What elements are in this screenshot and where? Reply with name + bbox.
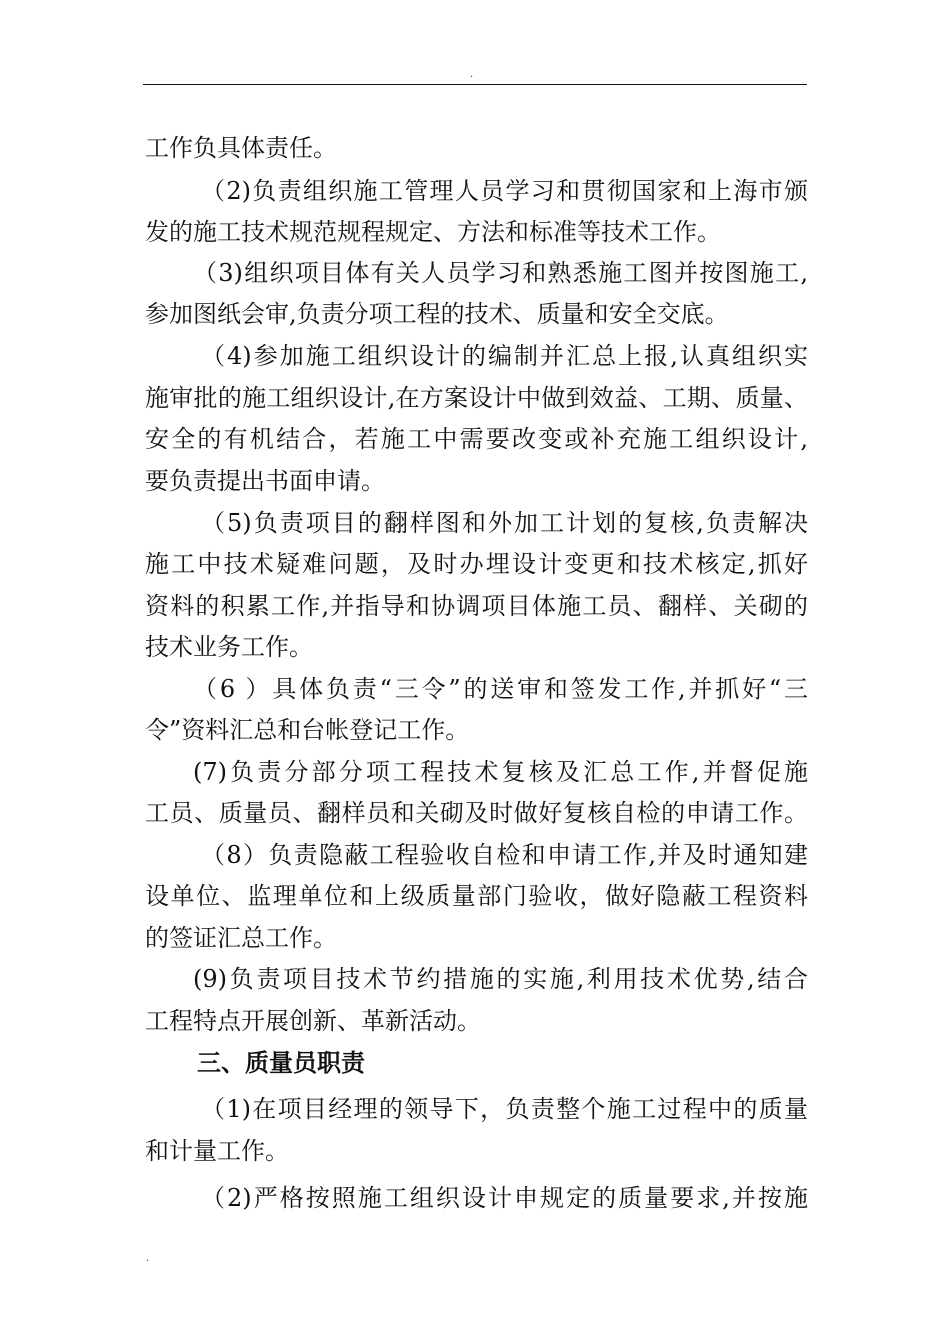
text-line: （1)在项目经理的领导下，负责整个施工过程中的质量 [201, 1095, 808, 1123]
text-line: (9)负责项目技术节约措施的实施,利用技术优势,结合 [193, 965, 808, 993]
text-line: 安全的有机结合，若施工中需要改变或补充施工组织设计, [145, 425, 808, 453]
text-line: （2)严格按照施工组织设计申规定的质量要求,并按施 [201, 1184, 808, 1212]
text-line: 的签证汇总工作。 [145, 924, 337, 952]
footer-mark: . [146, 1253, 150, 1264]
text-line: 工程特点开展创新、革新活动。 [145, 1007, 481, 1035]
header-rule [143, 84, 807, 85]
text-line: 令”资料汇总和台帐登记工作。 [145, 716, 470, 744]
text-line: (7)负责分部分项工程技术复核及汇总工作,并督促施 [193, 758, 808, 786]
text-line: 参加图纸会审,负责分项工程的技术、质量和安全交底。 [145, 300, 729, 328]
text-line: 资料的积累工作,并指导和协调项目体施工员、翻样、关砌的 [145, 592, 808, 620]
text-line: （4)参加施工组织设计的编制并汇总上报,认真组织实 [201, 342, 808, 370]
text-line: 施工中技术疑难问题，及时办埋设计变更和技术核定,抓好 [145, 550, 808, 578]
text-line: 发的施工技术规范规程规定、方法和标准等技术工作。 [145, 218, 721, 246]
text-line: 和计量工作。 [145, 1137, 289, 1165]
text-line: 要负责提出书面申请。 [145, 467, 385, 495]
text-line: （5)负责项目的翻样图和外加工计划的复核,负责解决 [201, 509, 808, 537]
text-line: （8）负责隐蔽工程验收自检和申请工作,并及时通知建 [201, 841, 808, 869]
text-line: （2)负责组织施工管理人员学习和贯彻国家和上海市颁 [201, 177, 808, 205]
section-heading: 三、质量员职责 [197, 1049, 365, 1077]
text-line: 技术业务工作。 [145, 633, 313, 661]
text-line: 工员、质量员、翻样员和关砌及时做好复核自检的申请工作。 [145, 799, 808, 827]
text-line: 施审批的施工组织设计,在方案设计中做到效益、工期、质量、 [145, 384, 808, 412]
text-line: （3)组织项目体有关人员学习和熟悉施工图并按图施工, [193, 259, 808, 287]
text-line: （6 ）具体负责“三令”的送审和签发工作,并抓好“三 [193, 675, 808, 703]
text-line: 工作负具体责任。 [145, 134, 337, 162]
header-mark: . [470, 69, 474, 80]
text-line: 设单位、监理单位和上级质量部门验收，做好隐蔽工程资料 [145, 882, 808, 910]
